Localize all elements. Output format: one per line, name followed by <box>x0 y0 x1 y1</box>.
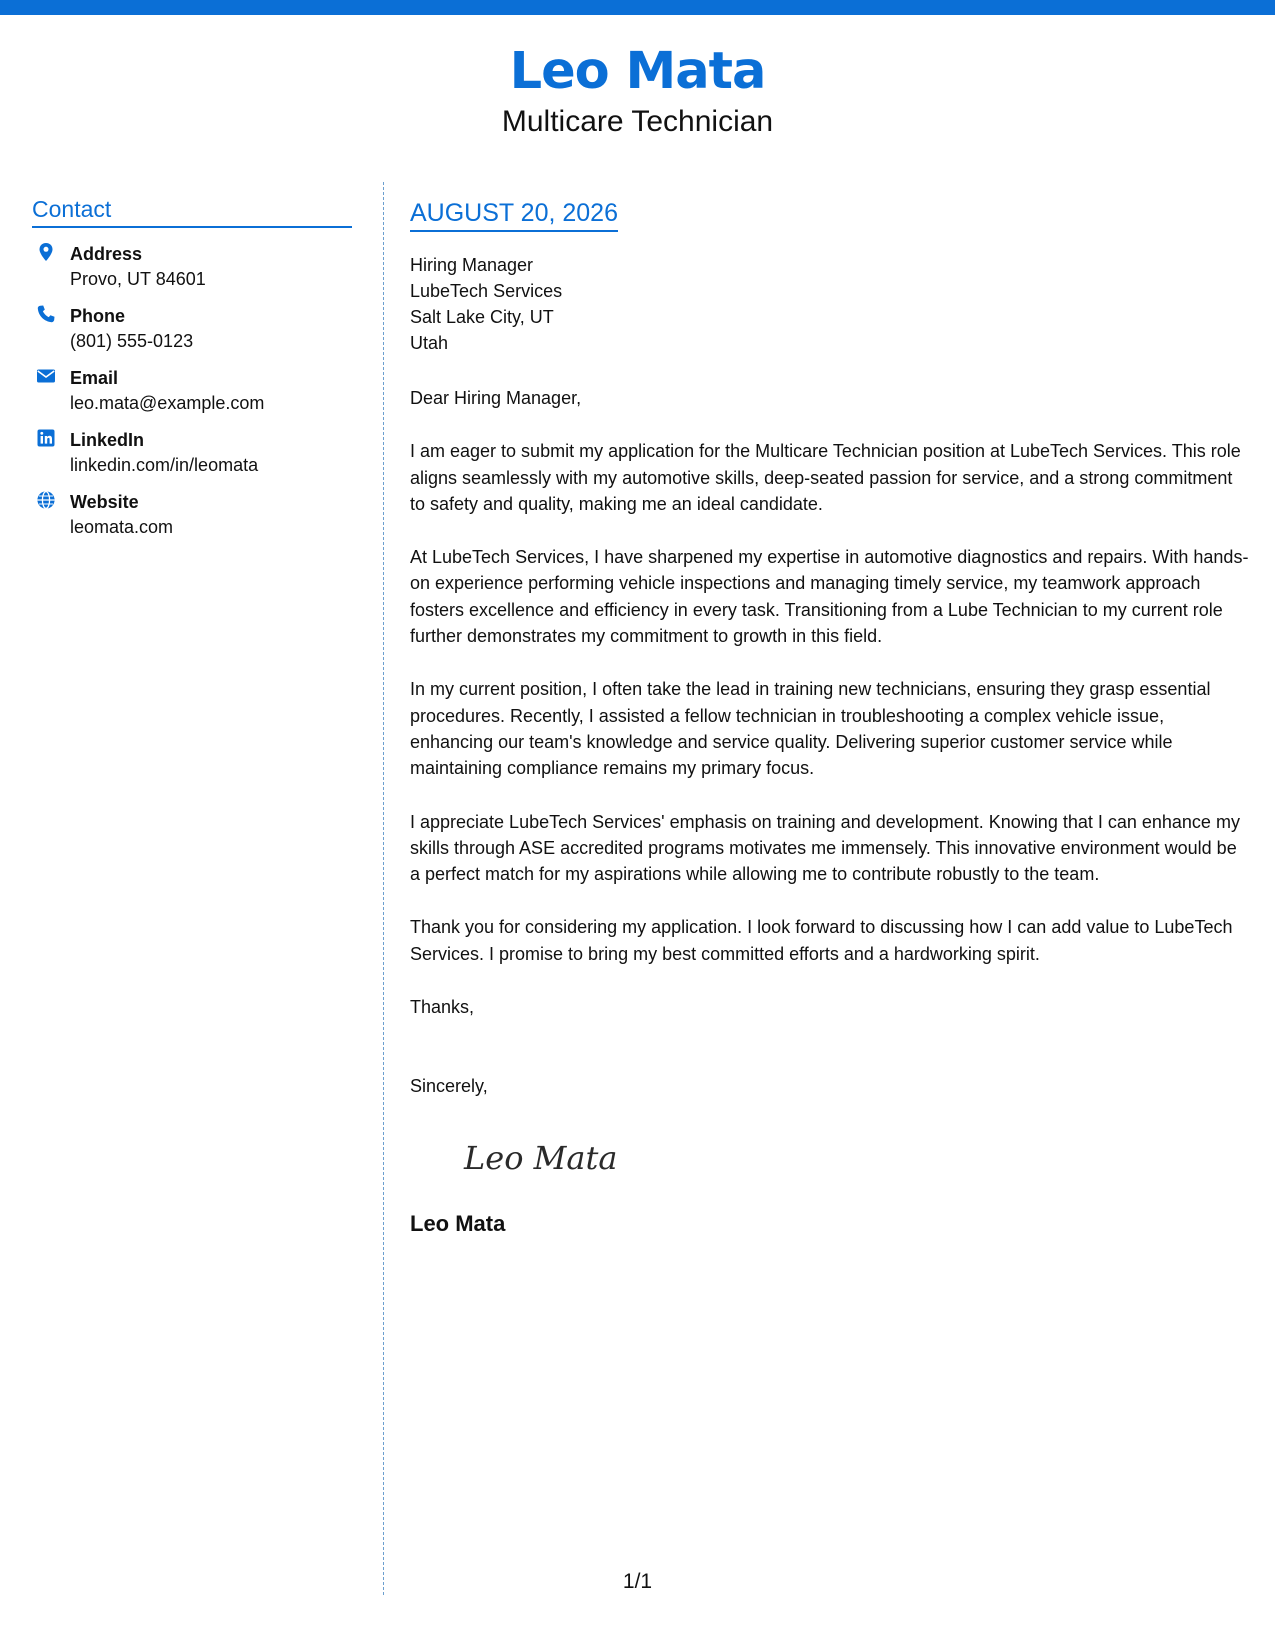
page-header <box>0 40 1275 140</box>
globe-icon <box>36 490 56 510</box>
contact-sidebar <box>32 194 352 552</box>
phone-icon <box>36 304 56 324</box>
signer-name: Leo Mata <box>410 1210 506 1236</box>
page-number: 1/1 <box>622 1570 653 1593</box>
letter-paragraph: I am eager to submit my application for the Multicare Technician position at LubeTech Services. This role aligns seamlessly with my automotive skills, deep-seated passion for service, and a strong commitment to safety and quality, making me an ideal candidate. <box>410 441 1241 514</box>
contact-email <box>32 366 352 416</box>
salutation: Dear Hiring Manager, <box>410 388 582 408</box>
thanks-line: Thanks, <box>410 997 475 1018</box>
contact-website <box>32 490 352 540</box>
contact-label: Email <box>70 368 119 388</box>
recipient-line: Salt Lake City, UT <box>410 307 554 327</box>
contact-label: Address <box>70 244 143 264</box>
recipient-line: LubeTech Services <box>410 281 563 301</box>
letter-paragraph: In my current position, I often take the lead in training new technicians, ensuring they grasp essential procedures. Recently, I assisted a fellow technician in troubleshooting a complex vehicle issue, enhancing our team's knowledge and service quality. Delivering superior customer service while maintaining compliance remains my primary focus. <box>410 679 1211 779</box>
recipient-line: Utah <box>410 333 449 353</box>
contact-value[interactable]: leo.mata@example.com <box>70 393 265 413</box>
handwritten-signature <box>460 1127 660 1183</box>
applicant-name: Leo Mata <box>509 42 766 101</box>
job-title: Multicare Technician <box>501 105 774 138</box>
recipient-block <box>410 252 1250 356</box>
letter-paragraph: Thank you for considering my application. I look forward to discussing how I can add value to LubeTech Services. I promise to bring my best committed efforts and a hardworking spirit. <box>410 917 1233 964</box>
contact-value[interactable]: linkedin.com/in/leomata <box>70 455 259 475</box>
letter-paragraph: At LubeTech Services, I have sharpened my expertise in automotive diagnostics and repairs. With hands-on experience performing vehicle inspections and managing timely service, my teamwork approach fosters excellence and efficiency in every task. Transitioning from a Lube Technician to my current role further demonstrates my commitment to growth in this field. <box>410 547 1249 647</box>
contact-value: (801) 555-0123 <box>70 331 194 351</box>
envelope-icon <box>36 366 56 386</box>
top-accent-bar <box>0 0 1275 15</box>
contact-value[interactable]: leomata.com <box>70 517 174 537</box>
letter-date: AUGUST 20, 2026 <box>410 196 618 232</box>
letter-body <box>410 196 1250 1238</box>
letter-paragraph: I appreciate LubeTech Services' emphasis on training and development. Knowing that I can enhance my skills through ASE accredited programs motivates me immensely. This innovative environment would be a perfect match for my aspirations while allowing me to contribute robustly to the team. <box>410 811 1240 885</box>
column-divider <box>383 182 384 1595</box>
location-pin-icon <box>36 242 56 262</box>
contact-phone <box>32 304 352 354</box>
closing-line: Sincerely, <box>410 1076 488 1097</box>
contact-value: Provo, UT 84601 <box>70 269 206 289</box>
contact-heading: Contact <box>32 194 352 228</box>
linkedin-icon <box>36 428 56 448</box>
svg-text:Leo Mata: Leo Mata <box>464 1138 618 1177</box>
contact-label: LinkedIn <box>70 430 145 450</box>
contact-linkedin <box>32 428 352 478</box>
recipient-line: Hiring Manager <box>410 255 534 275</box>
contact-label: Phone <box>70 306 126 326</box>
contact-label: Website <box>70 492 139 512</box>
contact-address <box>32 242 352 292</box>
